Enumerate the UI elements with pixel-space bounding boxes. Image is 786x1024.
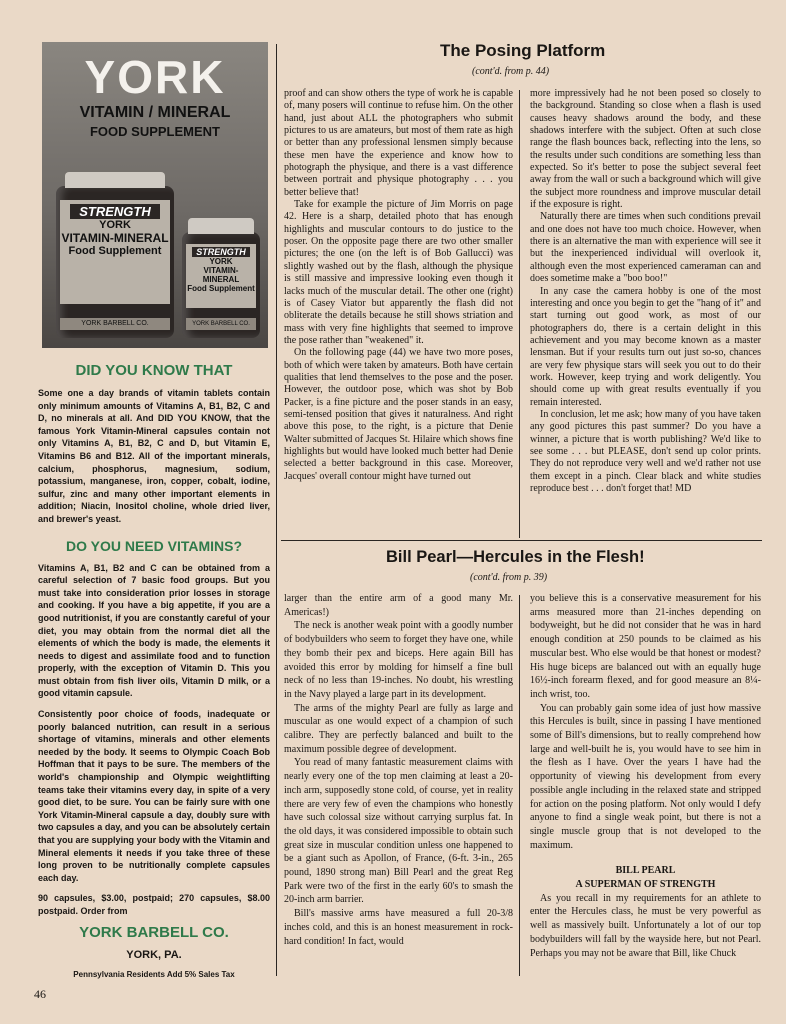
article2-column-1 xyxy=(284,592,513,982)
paragraph: The arms of the mighty Pearl are fully as large and muscular as one would expect of a champion of such calibre. They are perfectly balanced and built to the maximum possible degree of development. xyxy=(284,702,513,755)
paragraph: The neck is another weak point with a goodly number of bodybuilders who seem to forget they have one, while they bomb their pex and biceps. Here again Bill has avoided this error by molding for himself a fine bull neck of no less than 19-inches. No doubt, his wrestling in the Navy played a large part in its development. xyxy=(284,620,513,700)
ad-price: 90 capsules, $3.00, postpaid; 270 capsules, $8.00 postpaid. Order from xyxy=(38,893,270,916)
column-divider-article1 xyxy=(519,90,520,538)
ad-product-sub: FOOD SUPPLEMENT xyxy=(89,124,220,139)
paragraph: larger than the entire arm of a good many Mr. Americas!) xyxy=(284,593,513,618)
paragraph: more impressively had he not been posed so closely to the background. Standing so close when a flash is used causes heavy shadows around the body, and these shadows interfere with the subject. Often at such close range the flash bounces back, reflecting into the lens, so the results under such conditions are something less than expected. So it's better to pose the subject several feet away from the wall or such a background which will give the subject more roundness and improve muscular detail if the exposure is right. xyxy=(530,88,761,211)
posing-platform-title: The Posing Platform xyxy=(440,41,606,60)
article1-column-2 xyxy=(530,88,761,538)
ad-tax-note: Pennsylvania Residents Add 5% Sales Tax xyxy=(73,969,235,979)
subhead-superman: A SUPERMAN OF STRENGTH xyxy=(575,879,716,891)
article2-column-2 xyxy=(530,592,761,982)
paragraph: On the following page (44) we have two more poses, both of which were taken by amateurs. Both have certain qualities that lend themselves to the pose and the poser. However, the outdoor pose, which was shot by Bob Packer, is a fine picture and the poser stands in an easy, semi-tensed position that gives it naturalness. And right above this pose, to the right, is a picture that Denie Walter submitted of Jacques St. Hilaire which shows fine highlights but would have looked much better had Denie selected a better background in this case. Moreover, Jacques' overall contour might have turned out xyxy=(284,347,513,482)
small-jar: STRENGTH YORK VITAMIN-MINERAL Food Supplement YORK BARBELL CO. xyxy=(182,232,260,338)
bill-pearl-title: Bill Pearl—Hercules in the Flesh! xyxy=(386,548,645,566)
ad-heading-need-vitamins: DO YOU NEED VITAMINS? xyxy=(65,537,243,554)
paragraph: You read of many fantastic measurement claims with nearly every one of the top men claiming at least a 20-inch arm, supposedly stone cold, of course, yet in reality there are very few of even the champions who honestly have such colossal size without carrying surplus fat. In the old days, it was considered impossible to obtain such great size in muscular condition unless one happened to be a giant such as Apollon, of France, (6-ft. 3-in., 265 pound, 1890 strong man) Bill Pearl and the great Reg Park were two of the first in the early 60's to smash the 20-inch arm barrier. xyxy=(284,757,513,906)
paragraph: In conclusion, let me ask; how many of you have taken any good pictures this past summer? Do you have a winner, a picture that is worth publishing? We'd like to see some . . . but PLEASE, don't send up color prints. They do not reproduce very well and we'd rather not use them except in a pinch. Clear black and white studies reproduce best . . . don't forget that! MD xyxy=(530,408,761,494)
paragraph: proof and can show others the type of work he is capable of, many posers will continue to refuse him. On the other hand, just about ALL the photographers who submit pictures to us are amateurs, but most of them rate as high or better than any professional lensmen simply because these men have the experience and know how to photograph the physique, and there is a vast difference between portrait and physique photography . . . you better believe that! xyxy=(284,88,513,198)
page-number: 46 xyxy=(34,987,46,1001)
ad-city: YORK, PA. xyxy=(126,948,182,961)
ad-body-2: Vitamins A, B1, B2 and C can be obtained from a careful selection of 7 basic food groups. But you must take into consideration prior losses in storage and cooking. If you have a big appetite, if you are a good nutritionist, if you are constantly careful of your diet, you may obtain from the normal diet all the elements of which the body is made, the elements it needs to digest and assimilate food and to function properly, with the exception of Vitamin D. This you must obtain from fish liver oils, Vitamin D milk, or a good vitamin capsule. xyxy=(38,562,270,699)
ad-brand: YORK xyxy=(84,51,226,103)
york-vitamin-ad xyxy=(38,42,270,979)
posing-platform-cont: (cont'd. from p. 44) xyxy=(472,66,550,77)
article-divider xyxy=(281,540,762,541)
ad-heading-did-you-know: DID YOU KNOW THAT xyxy=(75,362,233,379)
ad-body-3: Consistently poor choice of foods, inadequate or poorly balanced nutrition, can result in a serious shortage of vitamins, minerals and other elements needed by the body. It seems to Olympic Coach Bob Hoffman that it pays to be sure. The members of the world's championship and Olympic weightlifting teams take their vitamins every day, in spite of a very good diet, to be sure. You can be fairly sure with one York Vitamin-Mineral capsule a day, doubly sure with two capsules a day, and you can be absolutely certain that you are supplying your body with the Vitamin and Mineral elements it needs if you take three of these long proven to be nutritionally complete capsules each day. xyxy=(38,709,270,883)
bill-pearl-cont: (cont'd. from p. 39) xyxy=(470,572,548,583)
paragraph: Take for example the picture of Jim Morris on page 42. Here is a sharp, detailed photo that has enough highlights and muscular contours to do justice to the poser. On the opposite page there are two other smaller pictures; the one (on the left is of Bob Gallucci) was slightly washed out by the flash, although the physique is still massive and impressive looking even though it lacks much of the muscular detail. The other one (right) is of Casey Viator but apparently the flash did not obliterate the details because he still shows striation and mass with very fine highlights that seemed to improve the pose rather than "weakened" it. xyxy=(284,199,513,346)
paragraph: Bill's massive arms have measured a full 20-3/8 inches cold, and this is an honest measurement in rock-hard condition! In fact, would xyxy=(284,908,513,947)
paragraph: As you recall in my requirements for an athlete to enter the Hercules class, he must be very powerful as well as massively built. Unfortunately a lot of our top bodybuilders will fall by the wayside here, but not Pearl. Perhaps you may not be aware that Bill, like Chuck xyxy=(530,892,761,959)
ad-company: YORK BARBELL CO. xyxy=(79,923,229,941)
vitamin-jars-photo xyxy=(42,42,268,348)
ad-product-line: VITAMIN / MINERAL xyxy=(79,104,231,121)
large-jar: STRENGTH YORK VITAMIN-MINERAL Food Supplement YORK BARBELL CO. xyxy=(56,186,174,338)
article1-column-1 xyxy=(284,88,513,538)
subhead-bill-pearl: BILL PEARL xyxy=(615,865,676,877)
paragraph: In any case the camera hobby is one of the most interesting and once you begin to get the "hang of it" and start turning out good work, as most of our photographers do, there is a certain delight in this achievement and you may become known as a master lensman. But if your results turn out just so-so, chances are very few physique stars will seek you out to do their work. However, keep trying and work deligently. You should come up with great results eventually if you remain interested. xyxy=(530,285,761,408)
paragraph: You can probably gain some idea of just how massive this Hercules is built, since in passing I have mentioned some of Bill's dimensions, but to really comprehend how large and well-built he is, you would have to see him in the flesh as I have. Over the years I have had the opportunity of viewing his development from every possible angle including in the relaxed state and stripped for action on the posing platform. Not only would I defy anyone to find a single weak point, but there is not a single muscle group that is not developed to the maximum. xyxy=(530,702,761,851)
column-divider-left xyxy=(276,44,277,976)
column-divider-article2 xyxy=(519,595,520,976)
paragraph: you believe this is a conservative measurement for his arms measured more than 21-inches depending on bodyweight, but he did not consider that he was in hard enough condition at 250 pounds to be claimed as his muscular best. Who else would be that honest or modest? His huge biceps are balanced out with an equally huge 16½-inch forearm flexed, and for good measure an 8¼-inch wrist, too. xyxy=(530,593,761,700)
paragraph: Naturally there are times when such conditions prevail and one does not have too much choice. However, when there is an alternative the man with experience will see it but the inexperienced individual will overlook it, although even the most experienced cameraman can and does sometime make a "boo boo!" xyxy=(530,211,761,285)
ad-body-1: Some one a day brands of vitamin tablets contain only minimum amounts of Vitamins A, B1, B2, C and D, no minerals at all. And DID YOU KNOW, that the famous York Vitamin-Mineral capsules contain not only Vitamins A, B1, B2, C and D, but Vitamin E, Vitamins B6 and B12. All of the important minerals, calcium, phosphorus, magnesium, sodium, potassium, manganese, iron, copper, cobalt, iodine, sulfur, zinc and many other important elements in addition; Niacin, Inositol choline, whole dried liver, and brewer's yeast. xyxy=(38,388,270,524)
